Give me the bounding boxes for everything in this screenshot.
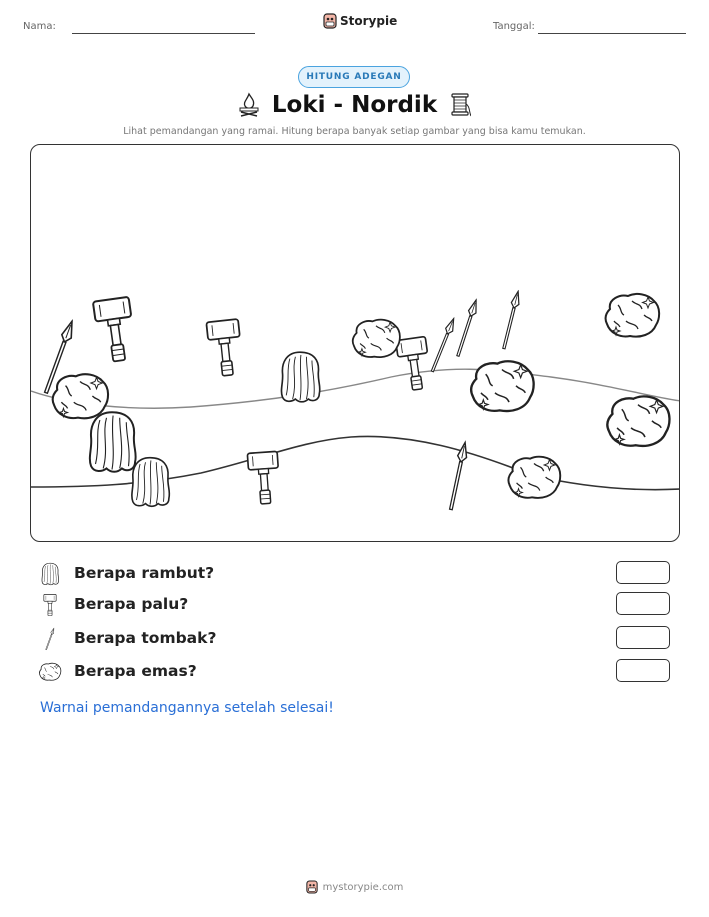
date-label: Tanggal: bbox=[493, 21, 535, 32]
question-row-gold bbox=[38, 659, 670, 685]
thread-spool-icon bbox=[449, 92, 471, 118]
spear-icon[interactable] bbox=[429, 317, 457, 373]
gold-nugget-icon[interactable] bbox=[508, 457, 560, 498]
hammer-icon[interactable] bbox=[247, 451, 280, 504]
hair-icon[interactable] bbox=[90, 412, 136, 471]
gold-nugget-icon[interactable] bbox=[353, 320, 400, 358]
hammer-icon[interactable] bbox=[93, 297, 137, 363]
page-title: Loki - Nordik bbox=[271, 92, 438, 118]
brand-name: Storypie bbox=[340, 14, 398, 28]
coloring-instruction: Warnai pemandangannya setelah selesai! bbox=[40, 700, 334, 716]
gold-nugget-icon[interactable] bbox=[471, 361, 534, 411]
answer-box-hammer[interactable] bbox=[616, 592, 670, 615]
spear-icon[interactable] bbox=[500, 290, 522, 349]
hair-icon bbox=[38, 562, 62, 586]
storypie-mascot-icon bbox=[306, 880, 318, 894]
category-badge: HITUNG ADEGAN bbox=[298, 66, 410, 88]
question-text: Berapa palu? bbox=[74, 595, 189, 613]
name-line[interactable] bbox=[72, 33, 255, 34]
gold-nugget-icon[interactable] bbox=[53, 374, 108, 418]
hair-icon[interactable] bbox=[132, 458, 170, 507]
hammer-icon[interactable] bbox=[206, 319, 243, 377]
search-scene bbox=[30, 144, 680, 542]
storypie-mascot-icon bbox=[323, 13, 337, 29]
answer-box-gold[interactable] bbox=[616, 659, 670, 682]
gold-nugget-icon[interactable] bbox=[606, 294, 660, 337]
answer-box-hair[interactable] bbox=[616, 561, 670, 584]
question-row-hammer bbox=[38, 592, 670, 618]
hammer-icon bbox=[38, 593, 62, 617]
question-text: Berapa tombak? bbox=[74, 629, 217, 647]
spear-icon[interactable] bbox=[454, 299, 480, 357]
date-line[interactable] bbox=[538, 33, 686, 34]
answer-box-spear[interactable] bbox=[616, 626, 670, 649]
storypie-logo bbox=[323, 13, 397, 29]
ground-line-upper bbox=[31, 369, 680, 408]
gold-nugget-icon[interactable] bbox=[607, 396, 669, 445]
gold-nugget-icon bbox=[38, 660, 62, 684]
spear-icon bbox=[38, 627, 62, 651]
hammer-icon[interactable] bbox=[396, 336, 433, 391]
name-label: Nama: bbox=[23, 21, 56, 32]
question-row-hair bbox=[38, 561, 670, 587]
hair-icon[interactable] bbox=[281, 352, 319, 402]
footer-url[interactable]: mystorypie.com bbox=[322, 881, 404, 893]
question-text: Berapa rambut? bbox=[74, 564, 215, 582]
instructions-subtitle: Lihat pemandangan yang ramai. Hitung berapa banyak setiap gambar yang bisa kamu temukan. bbox=[123, 126, 586, 137]
question-text: Berapa emas? bbox=[74, 662, 197, 680]
spear-icon[interactable] bbox=[446, 442, 469, 511]
footer bbox=[0, 880, 709, 894]
question-row-spear bbox=[38, 626, 670, 652]
